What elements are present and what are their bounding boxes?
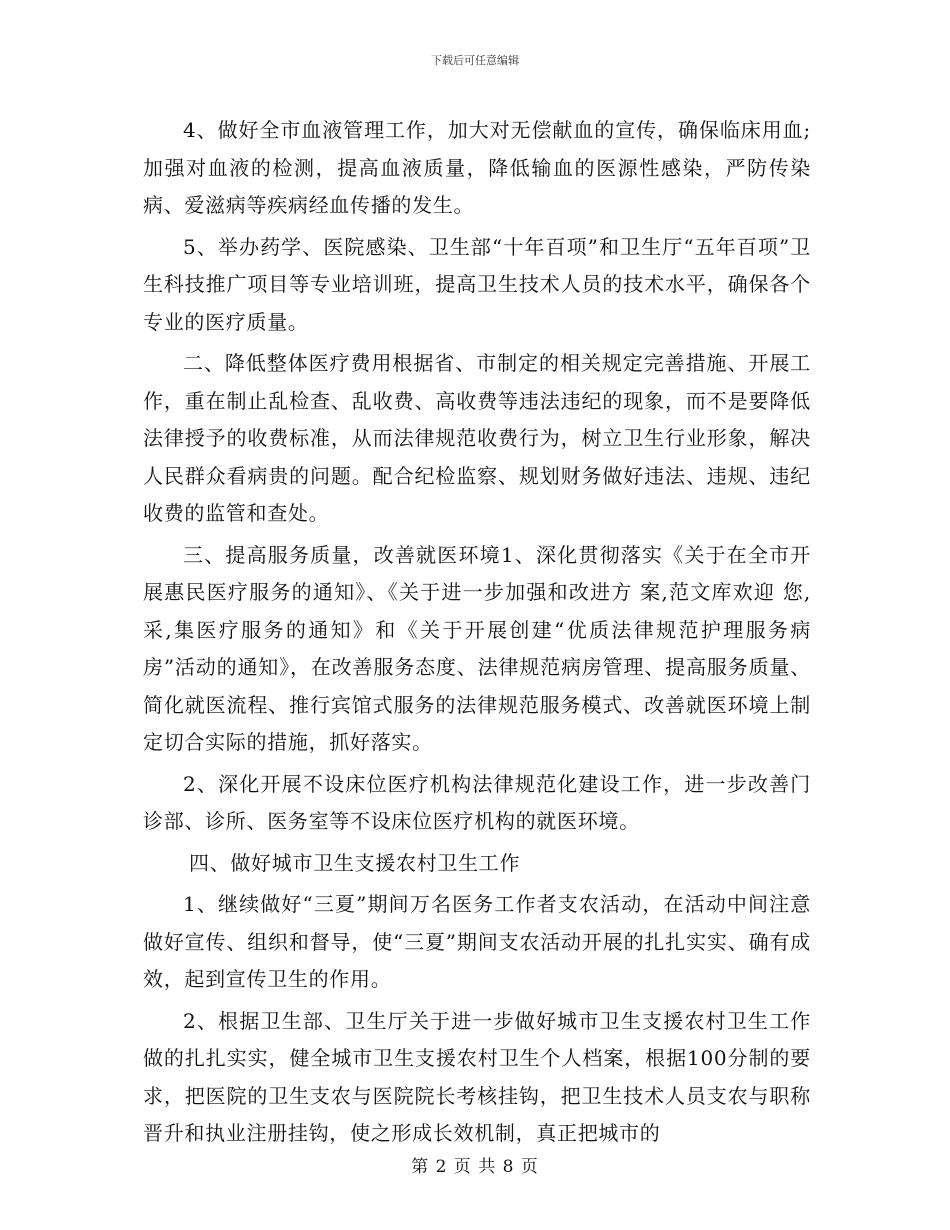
page-header-note: 下载后可任意编辑 [431,54,519,67]
paragraph-clinics-standardization: 2、深化开展不设床位医疗机构法律规范化建设工作，进一步改善门诊部、诊所、医务室等不设床位医疗机构的就医环境。 [143,771,811,833]
paragraph-improve-service-quality: 三、提高服务质量，改善就医环境1、深化贯彻落实《关于在全市开展惠民医疗服务的通知》、《关于进一步加强和改进方 案,范文库欢迎 您,采,集医疗服务的通知》和《关于开展创建“优质法律规范护理服务病房”活动的通知》，在改善服务态度、法律规范病房管理、提高服务质量、简化就医流程、推行宾馆式服务的法律规范服务模式、改善就医环境上制定切合实际的措施，抓好落实。 [143,542,811,754]
document-body [143,112,811,1157]
paragraph-blood-management: 4、做好全市血液管理工作，加大对无偿献血的宣传，确保临床用血;加强对血液的检测，提高血液质量，降低输血的医源性感染，严防传染病、爱滋病等疾病经血传播的发生。 [143,118,811,217]
paragraph-reduce-medical-costs: 二、降低整体医疗费用根据省、市制定的相关规定完善措施、开展工作，重在制止乱检查、乱收费、高收费等违法违纪的现象，而不是要降低法律授予的收费标准，从而法律规范收费行为，树立卫生行业形象，解决人民群众看病贵的问题。配合纪检监察、规划财务做好违法、违规、违纪收费的监管和查处。 [143,351,811,525]
paragraph-summer-support: 1、继续做好“三夏”期间万名医务工作者支农活动，在活动中间注意做好宣传、组织和督导，使“三夏”期间支农活动开展的扎扎实实、确有成效，起到宣传卫生的作用。 [143,892,811,991]
paragraph-urban-rural-support: 2、根据卫生部、卫生厅关于进一步做好城市卫生支援农村卫生工作做的扎扎实实，健全城市卫生支援农村卫生个人档案，根据100分制的要求，把医院的卫生支农与医院院长考核挂钩，把卫生技术人员支农与职称晋升和执业注册挂钩，使之形成长效机制，真正把城市的 [143,1008,811,1145]
section-heading-rural-support: 四、做好城市卫生支援农村卫生工作 [189,850,521,875]
page-number: 第 2 页 共 8 页 [411,1157,539,1177]
paragraph-training-courses: 5、举办药学、医院感染、卫生部“十年百项”和卫生厅“五年百项”卫生科技推广项目等专业培训班，提高卫生技术人员的技术水平，确保各个专业的医疗质量。 [143,234,811,334]
